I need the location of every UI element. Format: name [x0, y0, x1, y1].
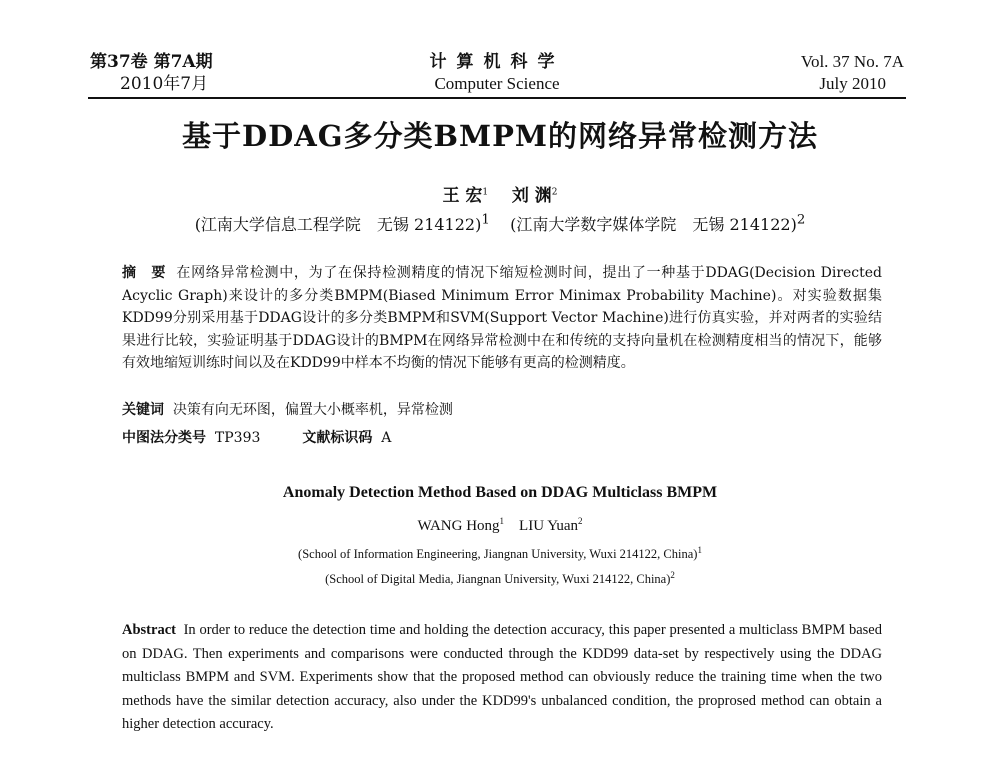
author-2-en-sup: 2: [578, 516, 583, 526]
date-cn: 2010年7月: [120, 74, 209, 94]
journal-name-cn: 计算机科学: [429, 52, 565, 72]
doc-code-label: 文献标识码: [302, 430, 373, 446]
date-en: July 2010: [819, 74, 886, 93]
paper-title-cn: 基于DDAG多分类BMPM的网络异常检测方法: [181, 119, 819, 153]
volume-issue-en: Vol. 37 No. 7A: [800, 52, 904, 71]
author-2-en: LIU Yuan: [519, 518, 579, 534]
author-1-cn: 王 宏: [442, 186, 483, 206]
classification-line: [122, 428, 391, 448]
author-1-en: WANG Hong: [417, 518, 500, 534]
affiliation-1-cn: (江南大学信息工程学院 无锡 214122): [194, 215, 482, 234]
keywords-cn-text: 决策有向无环图，偏置大小概率机，异常检测: [172, 402, 453, 418]
author-1-sup: 1: [482, 187, 489, 198]
abstract-en-label: Abstract: [122, 622, 176, 638]
abstract-cn-label: 摘 要: [122, 265, 167, 281]
author-1-en-sup: 1: [499, 516, 505, 526]
keywords-cn: [122, 400, 453, 420]
paper-title-en: Anomaly Detection Method Based on DDAG Multiclass BMPM: [282, 484, 718, 501]
abstract-en: [122, 619, 882, 737]
clc-label: 中图法分类号: [122, 430, 206, 446]
affiliation-2-cn: (江南大学数字媒体学院 无锡 214122): [510, 215, 797, 234]
affiliation-1-en-text: (School of Information Engineering, Jiangnan University, Wuxi 214122, China): [298, 547, 698, 562]
clc-value: TP393: [214, 430, 261, 446]
affiliation-1-en-sup: 1: [697, 545, 702, 555]
header-rule: [88, 97, 906, 99]
affiliation-1-en: [0, 545, 1000, 562]
affiliations-cn: [0, 212, 1000, 235]
author-2-sup: 2: [551, 187, 558, 198]
journal-name-en: Computer Science: [434, 74, 560, 93]
running-header: [90, 52, 904, 98]
affiliation-2-en-text: (School of Digital Media, Jiangnan University, Wuxi 214122, China): [325, 572, 671, 587]
abstract-en-text: In order to reduce the detection time and holding the detection accuracy, this paper presented a multiclass BMPM based on DDAG. Then experiments and comparisons were conducted through the KDD99 data-set by respectively using the DDAG multiclass BMPM and SVM. Experiments show that the proposed method can obviously reduce the training time when the two methods have the similar detection accuracy, also under the KDD99's unbalanced condition, the proprosed method can obtain a higher detection accuracy.: [122, 622, 882, 732]
affiliation-2-en-sup: 2: [670, 570, 675, 580]
affiliation-2-sup: 2: [796, 212, 806, 228]
authors-cn: [0, 181, 1000, 206]
abstract-cn-text: 在网络异常检测中，为了在保持检测精度的情况下缩短检测时间，提出了一种基于DDAG(Decision Directed Acyclic Graph)来设计的多分类BMPM(Biased Minimum Error Minimax Probability Machine)。对实验数据集KDD99分别采用基于DDAG设计的多分类BMPM和SVM(Support Vector Machine)进行仿真实验，并对两者的实验结果进行比较，实验证明基于DDAG设计的BMPM在网络异常检测中在和传统的支持向量机在检测精度相当的情况下，能够有效地缩短训练时间以及在KDD99中样本不均衡的情况下能够有更高的检测精度。: [122, 265, 883, 372]
authors-en: [0, 516, 1000, 535]
doc-code-value: A: [381, 430, 392, 446]
affiliation-2-en: [0, 570, 1000, 587]
volume-issue-cn: 第37卷 第7A期: [90, 52, 213, 72]
affiliation-1-sup: 1: [481, 212, 490, 228]
abstract-cn: [122, 262, 882, 375]
author-2-cn: 刘 渊: [511, 186, 552, 206]
keywords-cn-label: 关键词: [122, 402, 164, 418]
